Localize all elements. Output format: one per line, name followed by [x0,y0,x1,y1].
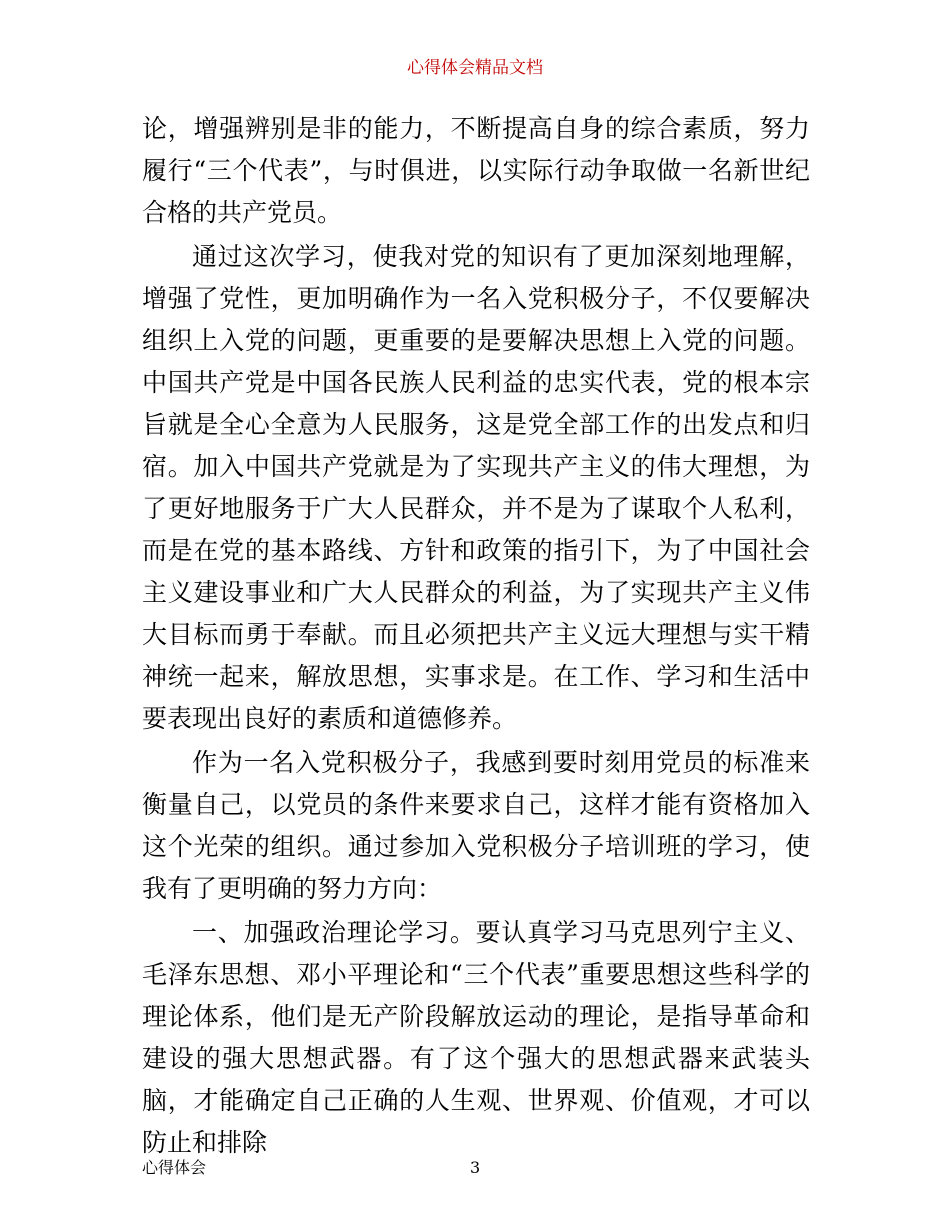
page-footer [142,1156,810,1180]
paragraph: 通过这次学习，使我对党的知识有了更加深刻地理解，增强了党性，更加明确作为一名入党积极分子，不仅要解决组织上入党的问题，更重要的是要解决思想上入党的问题。中国共产党是中国各民族人民利益的忠实代表，党的根本宗旨就是全心全意为人民服务，这是党全部工作的出发点和归宿。加入中国共产党就是为了实现共产主义的伟大理想，为了更好地服务于广大人民群众，并不是为了谋取个人私利，而是在党的基本路线、方针和政策的指引下，为了中国社会主义建设事业和广大人民群众的利益，为了实现共产主义伟大目标而勇于奉献。而且必须把共产主义远大理想与实干精神统一起来，解放思想，实事求是。在工作、学习和生活中要表现出良好的素质和道德修养。 [142,242,810,733]
page-number: 3 [470,1158,481,1177]
paragraph: 一、加强政治理论学习。要认真学习马克思列宁主义、毛泽东思想、邓小平理论和“三个代表”重要思想这些科学的理论体系，他们是无产阶段解放运动的理论，是指导革命和建设的强大思想武器。有了这个强大的思想武器来武装头脑，才能确定自己正确的人生观、世界观、价值观，才可以防止和排除 [142,918,810,1157]
document-body [142,108,810,1166]
footer-label: 心得体会 [142,1158,207,1177]
page-header-title: 心得体会精品文档 [407,58,543,78]
paragraph-continuation: 论，增强辨别是非的能力，不断提高自身的综合素质，努力履行“三个代表”，与时俱进，以实际行动争取做一名新世纪合格的共产党员。 [142,114,810,227]
paragraph: 作为一名入党积极分子，我感到要时刻用党员的标准来衡量自己，以党员的条件来要求自己，这样才能有资格加入这个光荣的组织。通过参加入党积极分子培训班的学习，使我有了更明确的努力方向： [142,748,810,903]
